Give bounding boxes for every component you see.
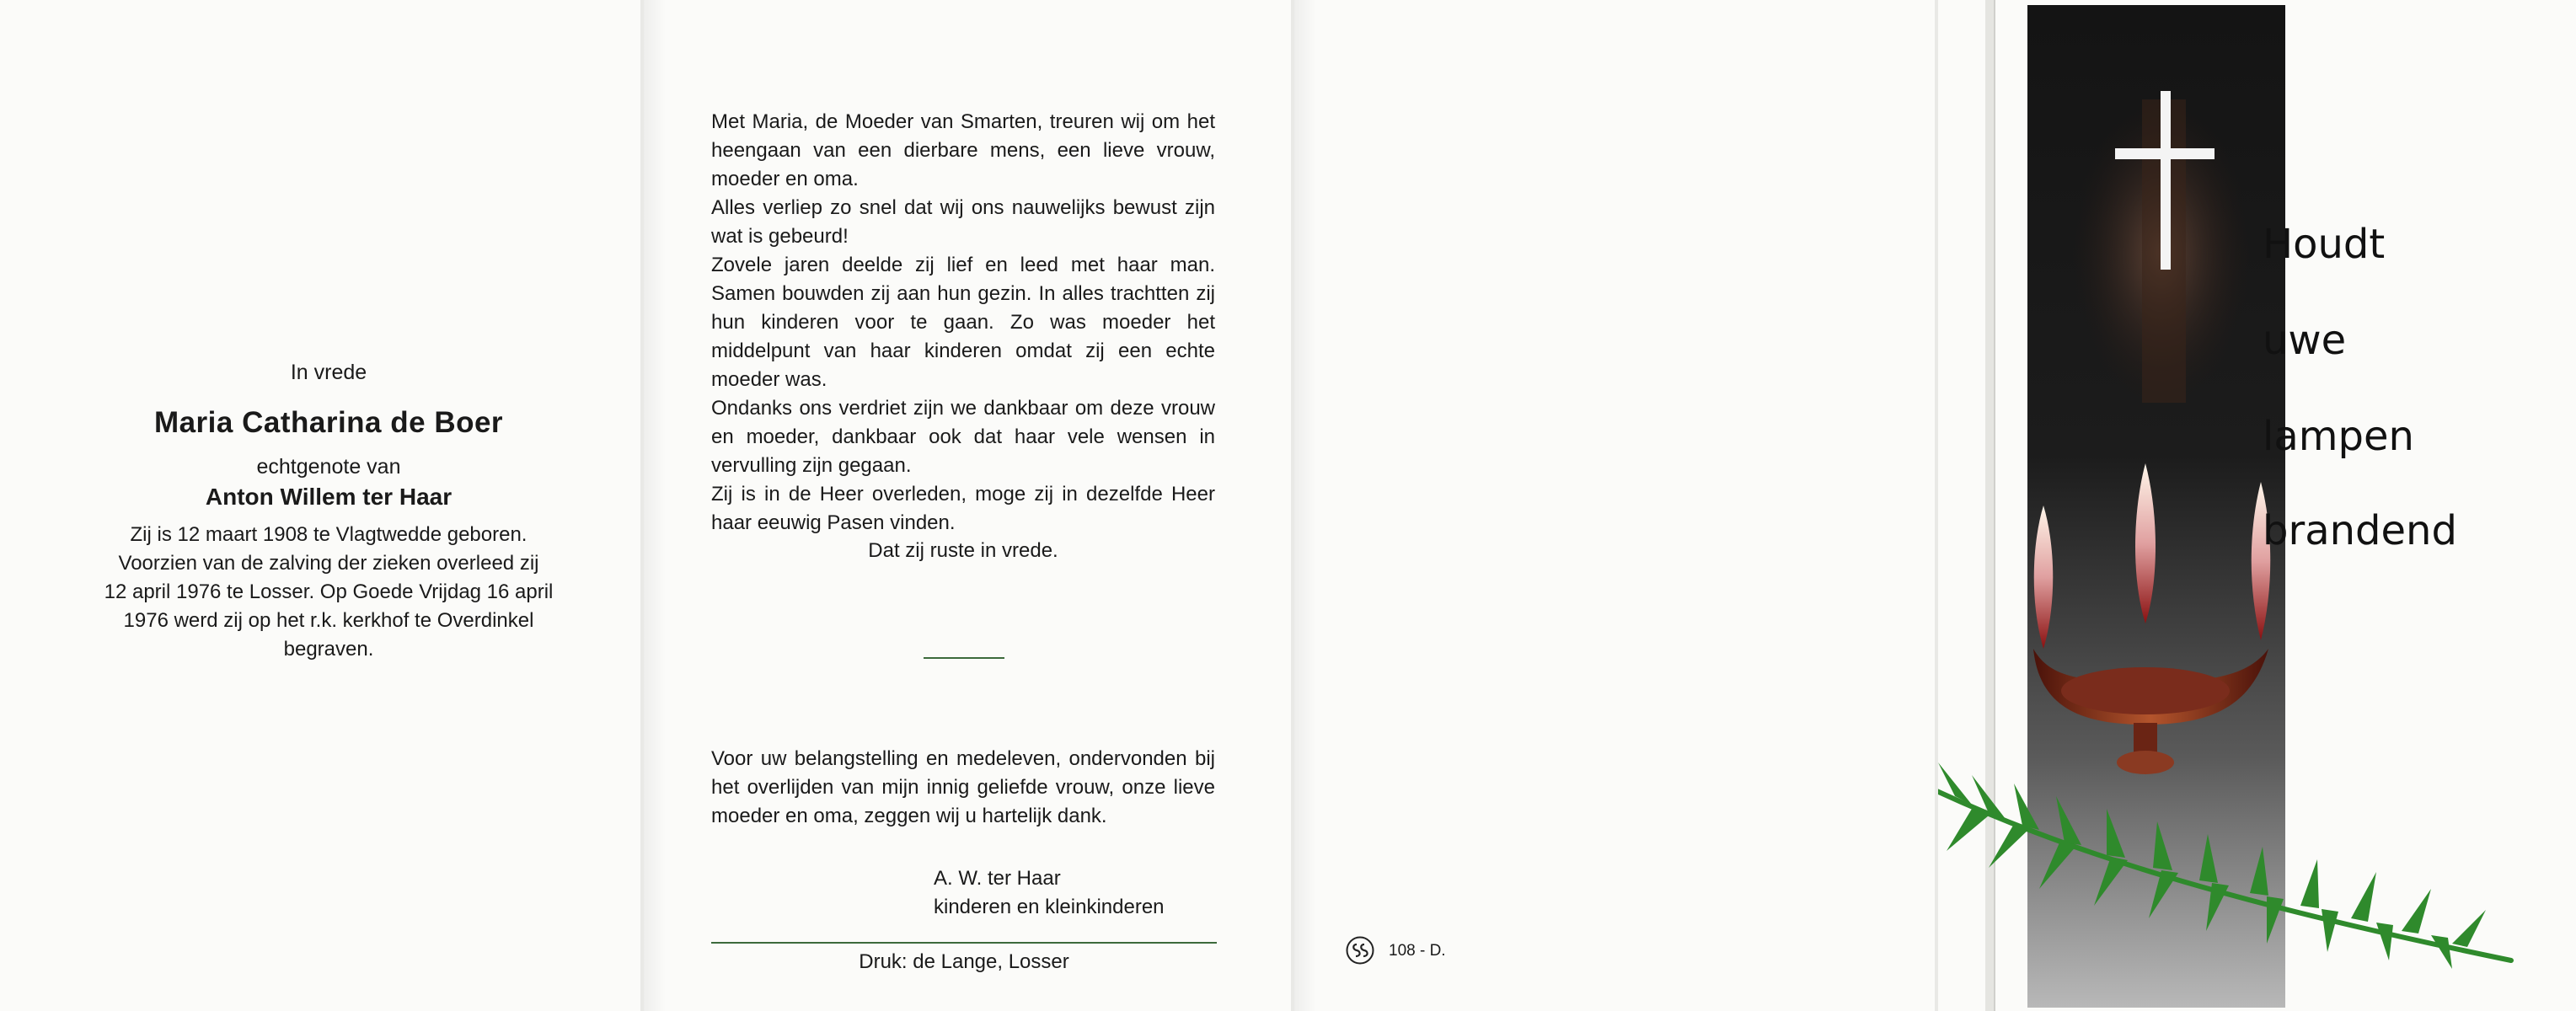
rest-in-peace-line: Dat zij ruste in vrede.	[868, 539, 1058, 562]
card-panel-name	[0, 0, 640, 1011]
bio-line: 12 april 1976 te Losser. Op Goede Vrijdag 16 april	[104, 580, 554, 603]
bio-line: 1976 werd zij op het r.k. kerkhof te Overdinkel	[123, 609, 534, 632]
card-panel-front	[1938, 0, 2576, 1011]
card-panel-back	[1294, 0, 1935, 1011]
deceased-name: Maria Catharina de Boer	[153, 406, 504, 439]
motto-line: lampen	[2263, 413, 2414, 460]
short-divider	[924, 657, 1004, 659]
spouse-label: echtgenote van	[256, 455, 401, 479]
signature-block	[934, 864, 1165, 922]
verse-paragraph: Zovele jaren deelde zij lief en leed met haar man. Samen bouwden zij aan hun gezin. In alles trachtten zij hun kinderen voor te gaan. Zo was moeder het middelpunt van haar kinderen omdat zij een echte moeder was.	[711, 254, 1215, 391]
bio-line: begraven.	[283, 638, 374, 661]
printer-credit: Druk: de Lange, Losser	[859, 950, 1069, 973]
lamp-cross-illustration	[1938, 0, 2576, 1011]
cross-icon	[2161, 91, 2171, 270]
thanks-text: Voor uw belangstelling en medeleven, ondervonden bij het overlijden van mijn innig geliefde vrouw, onze lieve moeder en oma, zeggen wij u hartelijk dank.	[711, 747, 1215, 827]
card-panel-verse	[644, 0, 1291, 1011]
in-vrede-heading: In vrede	[290, 361, 367, 384]
verse-paragraph: Alles verliep zo snel dat wij ons nauwelijks bewust zijn wat is gebeurd!	[711, 196, 1215, 248]
motto-line: uwe	[2263, 317, 2347, 364]
biography-text	[59, 521, 598, 664]
motto-line: Houdt	[2263, 221, 2386, 268]
bio-line: Zij is 12 maart 1908 te Vlagtwedde geboren.	[130, 523, 528, 546]
signature-family: kinderen en kleinkinderen	[934, 896, 1165, 918]
publisher-logo-icon	[1345, 935, 1375, 966]
signature-name: A. W. ter Haar	[934, 867, 1061, 890]
long-divider	[711, 942, 1217, 944]
motto-line: brandend	[2263, 507, 2457, 554]
verse-paragraph: Met Maria, de Moeder van Smarten, treuren wij om het heengaan van een dierbare mens, een lieve vrouw, moeder en oma.	[711, 110, 1215, 190]
catalog-number: 108 - D.	[1389, 942, 1446, 960]
verse-paragraph: Ondanks ons verdriet zijn we dankbaar om deze vrouw en moeder, dankbaar ook dat haar vele wensen in vervulling zijn gegaan.	[711, 397, 1215, 477]
bio-line: Voorzien van de zalving der zieken overleed zij	[118, 552, 539, 575]
verse-paragraph: Zij is in de Heer overleden, moge zij in dezelfde Heer haar eeuwig Pasen vinden.	[711, 483, 1215, 534]
fold-shadow	[1294, 0, 1316, 1011]
fold-shadow	[644, 0, 666, 1011]
spouse-name: Anton Willem ter Haar	[205, 484, 453, 510]
memorial-verse	[711, 108, 1215, 538]
